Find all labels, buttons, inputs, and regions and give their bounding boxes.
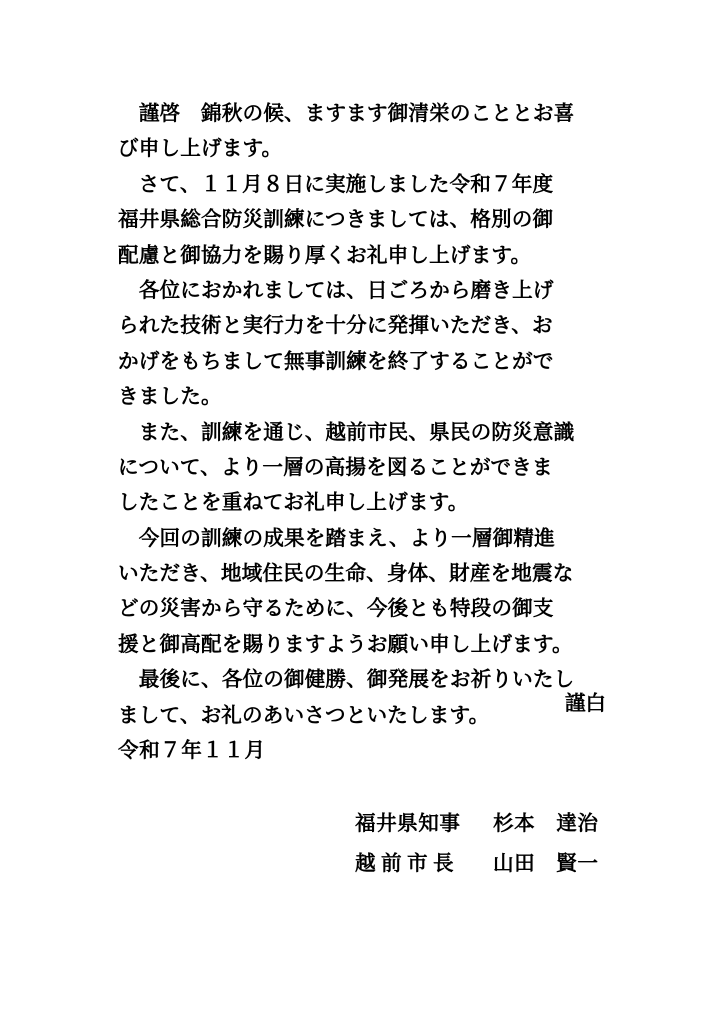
letter-line: どの災害から守るために、今後とも特段の御支	[118, 596, 554, 621]
signatory-name: 山田 賢一	[493, 851, 599, 875]
letter-line: また、訓練を通じ、越前市民、県民の防災意識	[118, 419, 575, 444]
closing-phrase: 謹白	[564, 691, 606, 715]
letter-line: いただき、地域住民の生命、身体、財産を地震な	[118, 561, 574, 586]
signatory-name: 杉本 達治	[493, 811, 599, 835]
letter-line: 各位におかれましては、日ごろから磨き上げ	[118, 277, 554, 302]
letter-line: きました。	[118, 384, 222, 409]
letter-line: さて、１１月８日に実施しました令和７年度	[118, 171, 554, 196]
letter-line: 今回の訓練の成果を踏まえ、より一層御精進	[118, 525, 555, 550]
letter-line: まして、お礼のあいさつといたします。	[118, 702, 490, 727]
signatory-title: 越前市長	[355, 851, 459, 875]
signatory-governor	[355, 808, 598, 838]
letter-line: 謹啓 錦秋の候、ますます御清栄のこととお喜	[118, 101, 575, 125]
letter-line: かげをもちまして無事訓練を終了することがで	[118, 348, 554, 373]
letter-line: 援と御高配を賜りますようお願い申し上げます。	[118, 631, 573, 656]
letter-line: したことを重ねてお礼申し上げます。	[118, 490, 469, 515]
letter-date: 令和７年１１月	[118, 738, 266, 762]
signatory-title: 福井県知事	[355, 811, 461, 835]
letter-line: 最後に、各位の御健勝、御発展をお祈りいたし	[118, 667, 575, 692]
letter-line: 福井県総合防災訓練につきましては、格別の御	[118, 207, 554, 232]
signatory-mayor	[355, 848, 598, 878]
letter-line: び申し上げます。	[118, 136, 283, 161]
letter-line: について、より一層の高揚を図ることができま	[118, 454, 553, 479]
letter-body	[118, 96, 610, 733]
letter-line: られた技術と実行力を十分に発揮いただき、お	[118, 313, 553, 338]
letter-line: 配慮と御協力を賜り厚くお礼申し上げます。	[118, 242, 532, 267]
